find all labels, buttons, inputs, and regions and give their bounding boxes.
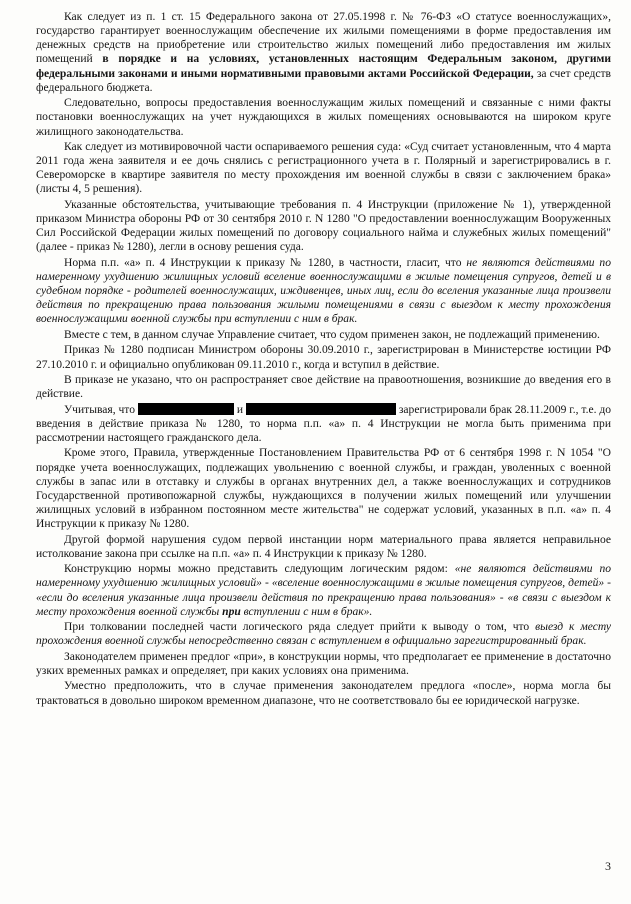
paragraph bbox=[36, 446, 611, 531]
paragraph bbox=[36, 533, 611, 561]
text-run: при bbox=[222, 605, 241, 618]
text-run: выезд к месту прохождения военной службы непосредственно связан с вступлением в официально зарегистрированный брак. bbox=[36, 621, 612, 648]
text-run: не являются действиями по намеренному ухудшению жилищных условий вселение военнослужащими в жилые помещения супругов, детей и в судебном порядке - родителей военнослужащих, иждивенцев, иных лиц, если до вселения указанные лица произвели действия по прекращению права пользования жилыми помещениями в связи с выездом к месту прохождения военнослужащими военной службы при вступлении с ним в брак. bbox=[36, 256, 611, 326]
paragraph bbox=[36, 328, 611, 342]
paragraph bbox=[36, 650, 611, 678]
paragraph bbox=[36, 96, 611, 138]
text-run: Вместе с тем, в данном случае Управление считает, что судом применен закон, не подлежащий применению. bbox=[64, 328, 600, 341]
paragraph-redacted-names bbox=[36, 403, 611, 445]
redaction-block bbox=[246, 403, 396, 415]
text-fragment: зарегистрировали брак 28.11.2009 г., т.е. до введения в действие приказа № 1280, то норма п.п. «а» п. 4 Инструкции не могла быть применима при рассмотрении настоящего гражданского дела. bbox=[36, 403, 612, 444]
text-run: вступлении с ним в брак». bbox=[240, 605, 373, 618]
text-run: Приказ № 1280 подписан Министром обороны 30.09.2010 г., зарегистрирован в Министерстве юстиции РФ 27.10.2010 г. и официально опубликован 09.11.2010 г., когда и вступил в действие. bbox=[36, 344, 611, 371]
text-run: Как следует из п. 1 ст. 15 Федерального закона от 27.05.1998 г. № 76-ФЗ «О статусе военнослужащих», государство гарантирует военнослужащим обеспечение их жилыми помещениями в форме предоставления им денежных средств на приобретение или строительство жилых помещений либо предоставления им жилых помещений bbox=[36, 11, 611, 66]
text-fragment: и bbox=[236, 403, 244, 416]
text-run: В приказе не указано, что он распространяет свое действие на правоотношения, возникшие до введения его в действие. bbox=[36, 373, 611, 401]
paragraph bbox=[36, 373, 611, 401]
text-fragment: Учитывая, что bbox=[64, 403, 135, 416]
paragraph bbox=[36, 343, 611, 371]
page-number: 3 bbox=[605, 859, 611, 873]
text-run: Следовательно, вопросы предоставления военнослужащим жилых помещений и связанные с ними факты постановки военнослужащих на учет нуждающихся в жилых помещениях основываются на широком круге жилищного законодательства. bbox=[36, 97, 611, 138]
paragraph bbox=[36, 140, 611, 197]
redaction-block bbox=[138, 403, 234, 415]
paragraph bbox=[36, 10, 611, 95]
text-run: «не являются действиями по намеренному ухудшению жилищных условий» - «вселение военнослужащими в жилые помещения супругов, детей» - «если до вселения указанные лица произвели действия по прекращению права пользования» - «в связи с выездом к месту прохождения военной службы bbox=[36, 563, 611, 618]
paragraph bbox=[36, 620, 611, 648]
paragraph bbox=[36, 198, 611, 255]
paragraph bbox=[36, 562, 611, 619]
text-run: Конструкцию нормы можно представить следующим логическим рядом: bbox=[64, 563, 455, 576]
text-run: в порядке и на условиях, установленных настоящим Федеральным законом, другими федеральными законами и иными нормативными правовыми актами Российской Федерации, bbox=[36, 53, 611, 80]
text-run: Указанные обстоятельства, учитывающие требования п. 4 Инструкции (приложение № 1), утвержденной приказом Министра обороны РФ от 30 сентября 2010 г. N 1280 "О предоставлении военнослужащим Вооруженных Сил Российской Федерации жилых помещений по договору социального найма и служебных жилых помещений" (далее - приказ № 1280), легли в основу решения суда. bbox=[36, 198, 611, 254]
text-run: Норма п.п. «а» п. 4 Инструкции к приказу № 1280, в частности, гласит, что bbox=[64, 256, 467, 269]
text-run: Законодателем применен предлог «при», в конструкции нормы, что предполагает ее применение в достаточно узких временных рамках и определяет, при каких условиях она применима. bbox=[36, 650, 611, 677]
paragraph bbox=[36, 256, 611, 327]
text-run: При толковании последней части логического ряда следует прийти к выводу о том, что bbox=[64, 621, 536, 634]
text-run: Уместно предположить, что в случае применения законодателем предлога «после», норма могла бы трактоваться в довольно широком временном диапазоне, что не соответствовало бы ее юридической нагрузке. bbox=[36, 680, 611, 707]
text-run: Как следует из мотивировочной части оспариваемого решения суда: «Суд считает установленным, что 4 марта 2011 года жена заявителя и ее дочь снялись с регистрационного учета в г. Полярный и зарегистрировались в г. Североморске в квартире заявителя по месту прохождения им военной службы в связи с заключением брака» (листы 4, 5 решения). bbox=[36, 141, 611, 196]
text-run: Другой формой нарушения судом первой инстанции норм материального права является неправильное истолкование закона при ссылке на п.п. «а» п. 4 Инструкции к приказу № 1280. bbox=[36, 533, 611, 560]
text-run: за счет средств федерального бюджета. bbox=[36, 67, 612, 94]
paragraph bbox=[36, 679, 611, 707]
document-body bbox=[36, 10, 611, 708]
text-run: Кроме этого, Правила, утвержденные Постановлением Правительства РФ от 6 сентября 1998 г. N 1054 "О порядке учета военнослужащих, подлежащих увольнению с военной службы, и граждан, уволенных с военной службы в запас или в отставку и службы в органах внутренних дел, а также военнослужащих и сотрудников Государственной противопожарной службы, нуждающихся в получении жилых помещений или улучшении жилищных условий в избранном постоянном месте жительства" не содержат условий, указанных в п.п. «а» п. 4 Инструкции к приказу № 1280. bbox=[36, 447, 611, 531]
